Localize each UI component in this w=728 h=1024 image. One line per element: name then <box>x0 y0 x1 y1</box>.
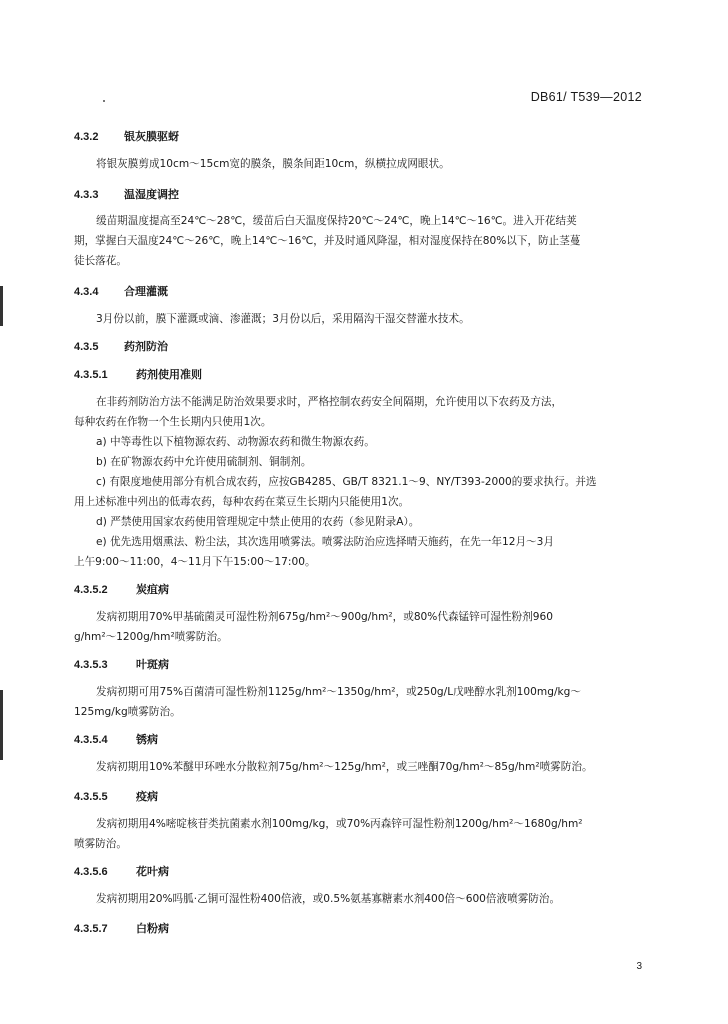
list-item-cont: 用上述标准中列出的低毒农药，每种农药在菜豆生长期内只能使用1次。 <box>74 496 410 508</box>
paragraph-line: 每种农药在作物一个生长期内只使用1次。 <box>74 416 272 428</box>
paragraph-line: g/hm²～1200g/hm²喷雾防治。 <box>74 631 228 643</box>
subsection-heading: 4.3.5.3 叶斑病 <box>74 658 169 671</box>
list-item: b) 在矿物源农药中允许使用硫制剂、铜制剂。 <box>96 456 312 468</box>
list-item: c) 有限度地使用部分有机合成农药，应按GB4285、GB/T 8321.1～9、NY/T393-2000的要求执行。并选 <box>96 476 597 488</box>
document-code: DB61/ T539—2012 <box>530 90 642 104</box>
section-heading: 4.3.4 合理灌溉 <box>74 285 168 298</box>
paragraph: 发病初期用20%吗胍·乙铜可湿性粉400倍液，或0.5%氨基寡糖素水剂400倍～600倍液喷雾防治。 <box>96 893 561 905</box>
subsection-heading: 4.3.5.5 疫病 <box>74 790 158 803</box>
list-item: e) 优先选用烟熏法、粉尘法，其次选用喷雾法。喷雾法防治应选择晴天施药，在先一年12月～3月 <box>96 536 554 548</box>
paragraph-line: 发病初期可用75%百菌清可湿性粉剂1125g/hm²～1350g/hm²，或250g/L戊唑醇水乳剂100mg/kg～ <box>96 686 581 698</box>
scan-edge-mark <box>0 690 3 760</box>
paragraph-line: 发病初期用4%嘧啶核苷类抗菌素水剂100mg/kg，或70%丙森锌可湿性粉剂1200g/hm²～1680g/hm² <box>96 818 583 830</box>
subsection-heading: 4.3.5.2 炭疽病 <box>74 583 169 596</box>
subsection-heading: 4.3.5.1 药剂使用准则 <box>74 368 202 381</box>
paragraph-line: 发病初期用70%甲基硫菌灵可湿性粉剂675g/hm²～900g/hm²，或80%代森锰锌可湿性粉剂960 <box>96 611 553 623</box>
paragraph-line: 125mg/kg喷雾防治。 <box>74 706 181 718</box>
list-item-cont: 上午9:00～11:00，4～11月下午15:00～17:00。 <box>74 556 316 568</box>
paragraph-line: 缓苗期温度提高至24℃～28℃，缓苗后白天温度保持20℃～24℃，晚上14℃～16℃。进入开花结荚 <box>96 215 577 227</box>
subsection-heading: 4.3.5.7 白粉病 <box>74 922 169 935</box>
list-item: d) 严禁使用国家农药使用管理规定中禁止使用的农药（参见附录A）。 <box>96 516 420 528</box>
list-item: a) 中等毒性以下植物源农药、动物源农药和微生物源农药。 <box>96 436 375 448</box>
paragraph-line: 在非药剂防治方法不能满足防治效果要求时，严格控制农药安全间隔期，允许使用以下农药及方法， <box>96 396 563 408</box>
page-number: 3 <box>636 961 642 972</box>
section-heading: 4.3.2 银灰膜驱蚜 <box>74 130 179 143</box>
paragraph: 将银灰膜剪成10cm～15cm宽的膜条，膜条间距10cm，纵横拉成网眼状。 <box>96 158 450 170</box>
subsection-heading: 4.3.5.6 花叶病 <box>74 865 169 878</box>
scan-dot <box>103 100 105 102</box>
paragraph: 发病初期用10%苯醚甲环唑水分散粒剂75g/hm²～125g/hm²，或三唑酮70g/hm²～85g/hm²喷雾防治。 <box>96 761 593 773</box>
section-heading: 4.3.3 温湿度调控 <box>74 188 179 201</box>
subsection-heading: 4.3.5.4 锈病 <box>74 733 158 746</box>
paragraph-line: 期，掌握白天温度24℃～26℃，晚上14℃～16℃，并及时通风降湿，相对湿度保持在80%以下，防止茎蔓 <box>74 235 581 247</box>
paragraph-line: 喷雾防治。 <box>74 838 127 850</box>
section-heading: 4.3.5 药剂防治 <box>74 340 168 353</box>
paragraph: 3月份以前，膜下灌溉或滴、渗灌溉；3月份以后，采用隔沟干湿交替灌水技术。 <box>96 313 470 325</box>
scan-edge-mark <box>0 286 3 326</box>
paragraph-line: 徒长落花。 <box>74 255 127 267</box>
